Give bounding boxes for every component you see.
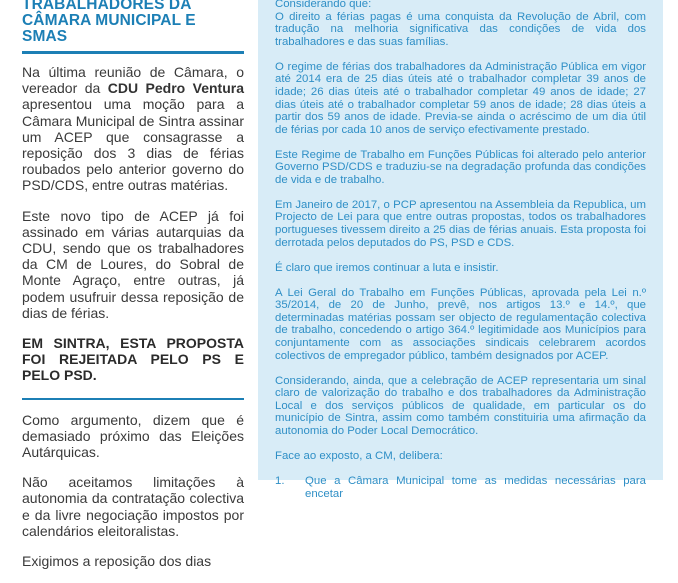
councillor-name: CDU Pedro Ventura bbox=[107, 80, 244, 97]
panel-paragraph-5: É claro que iremos continuar a luta e insistir. bbox=[275, 261, 499, 274]
paragraph-demand: Exigimos a reposição dos dias bbox=[22, 553, 212, 570]
panel-paragraph-1: O direito a férias pagas é uma conquista da Revolução de Abril, com tradução na melhoria significativa das condições de vida dos trabalhadores e das suas famílias. bbox=[275, 10, 646, 48]
panel-paragraph-2: O regime de férias dos trabalhadores da Administração Pública em vigor até 2014 era de 25 dias úteis até o trabalhador completar 39 anos de idade; 26 dias úteis até o trabalhador completar 49 anos de idade; 27 dias úteis até o trabalhador completar 59 anos de idade; 28 dias úteis a partir dos 59 anos de idade. Previa-se ainda o acréscimo de um dia útil de férias por cada 10 anos de serviço efectivamente prestado. bbox=[275, 60, 646, 136]
paragraph-rejected: EM SINTRA, ESTA PROPOSTA FOI REJEITADA PELO PS E PELO PSD. bbox=[22, 335, 244, 384]
panel-paragraph-4: Em Janeiro de 2017, o PCP apresentou na Assembleia da Republica, um Projecto de Lei para que entre outras propostas, todos os trabalhadores portugueses tivessem direito a 25 dias de férias anuais. Esta proposta foi derrotada pelos deputados do PS, PSD e CDS. bbox=[275, 198, 646, 249]
resolution-text: Que a Câmara Municipal tome as medidas necessárias para encetar bbox=[305, 474, 646, 500]
considering-intro: Considerando que: bbox=[275, 0, 372, 10]
motion-panel bbox=[258, 0, 663, 500]
heading-line-2: CÂMARA MUNICIPAL E SMAS bbox=[22, 12, 196, 45]
panel-paragraph-6: A Lei Geral do Trabalho em Funções Públicas, aprovada pela Lei n.º 35/2014, de 20 de Junho, prevê, nos artigos 13.º e 14.º, que determinadas matérias possam ser objecto de regulamentação colectiva de trabalho, concedendo o artigo 364.º legitimidade aos Municípios para conjuntamente com as associações sindicais celebrarem acordos colectivos de empregador público, também designados por ACEP. bbox=[275, 286, 646, 362]
paragraph-autonomy: Não aceitamos limitações à autonomia da contratação colectiva e da livre negociação impostos por calendários eleitoralistas. bbox=[22, 474, 244, 539]
motion-text-a: Na última reunião de Câmara, o vereador da bbox=[22, 64, 244, 97]
resolution-number: 1. bbox=[275, 474, 285, 487]
panel-paragraph-7: Considerando, ainda, que a celebração de ACEP representaria um sinal claro de valorização do trabalho e dos trabalhadores da Administração Local e dos serviços públicos de qualidade, em particular os do município de Sintra, assim como também constituiria uma afirmação da autonomia do Poder Local Democrático. bbox=[275, 374, 646, 437]
panel-paragraph-8: Face ao exposto, a CM, delibera: bbox=[275, 449, 443, 462]
paragraph-argument: Como argumento, dizem que é demasiado próximo das Eleições Autárquicas. bbox=[22, 411, 244, 461]
panel-paragraph-3: Este Regime de Trabalho em Funções Públicas foi alterado pelo anterior Governo PSD/CDS e traduziu-se na degradação profunda das condições de vida e de trabalho. bbox=[275, 148, 646, 186]
paragraph-motion bbox=[22, 64, 244, 194]
left-column bbox=[22, 0, 244, 583]
motion-text-block bbox=[275, 0, 646, 513]
heading-rule bbox=[22, 51, 244, 54]
motion-text-b: apresentou uma moção para a Câmara Municipal de Sintra assinar um ACEP que consagrasse a reposição dos 3 dias de férias roubados pelo anterior governo do PSD/CDS, entre outras matérias. bbox=[22, 96, 244, 194]
paragraph-acep: Este novo tipo de ACEP já foi assinado em várias autarquias da CDU, sendo que os trabalhadores da CM de Loures, do Sobral de Monte Agraço, entre outras, já podem usufruir dessa reposição de dias de férias. bbox=[22, 207, 244, 321]
section-heading bbox=[22, 0, 244, 45]
resolution-item-1 bbox=[275, 475, 646, 500]
section-divider bbox=[22, 398, 244, 400]
heading-line-1: TRABALHADORES DA bbox=[22, 0, 192, 13]
